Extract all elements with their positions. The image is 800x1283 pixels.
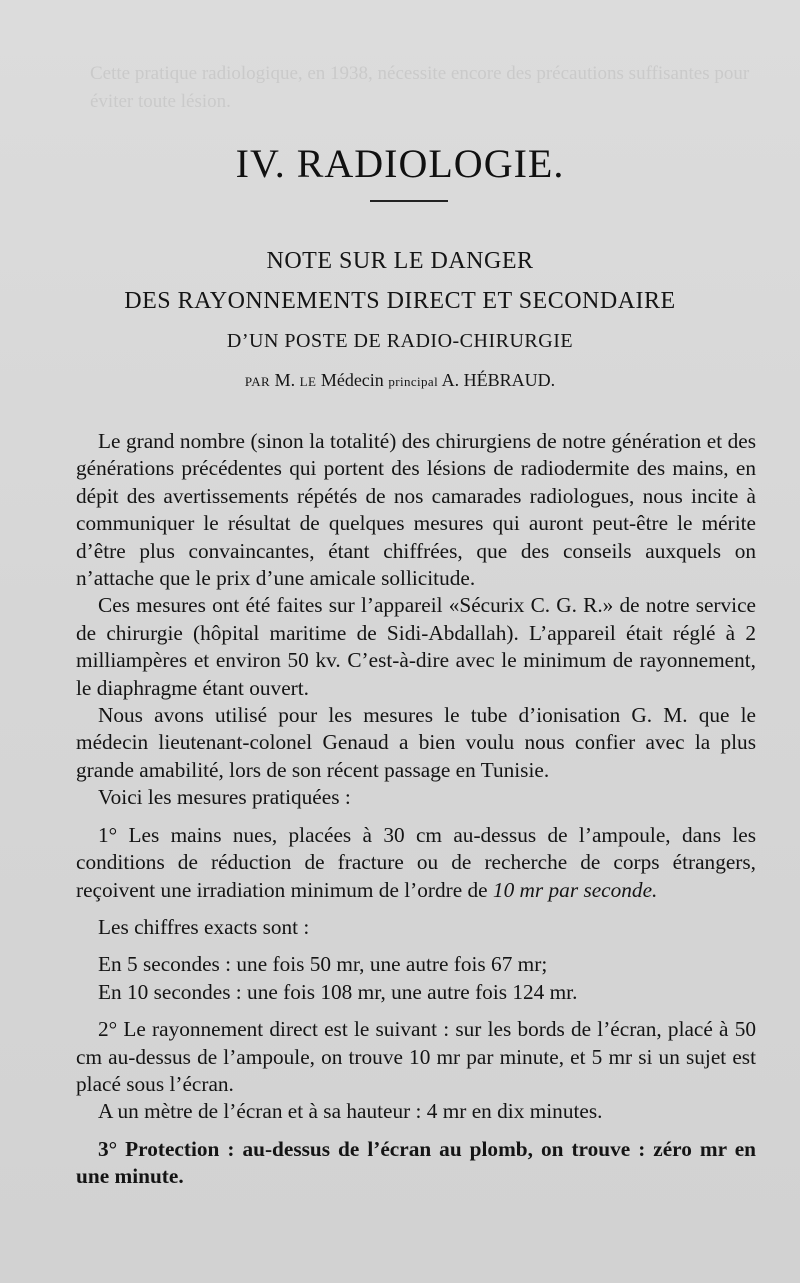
bleed-through-text: Cette pratique radiologique, en 1938, nécessite encore des précautions suffisantes pour éviter toute lésion. [90,63,750,112]
title-rule [370,200,448,202]
paragraph-one-meter: A un mètre de l’écran et à sa hauteur : 4 mr en dix minutes. [98,1099,603,1124]
article-title-line-2: DES RAYONNEMENTS DIRECT ET SECONDAIRE [124,288,676,314]
measure-1-text: 1° Les mains nues, placées à 30 cm au-dessus de l’ampoule, dans les conditions de réduction de fracture ou de recherche de corps étrangers, reçoivent une irradiation minimum de l’ordre de [76,822,756,902]
author-byline [0,370,800,391]
byline-author: A. HÉBRAUD. [441,370,556,390]
paragraph-tube: Nous avons utilisé pour les mesures le tube d’ionisation G. M. que le médecin lieutenant-colonel Genaud a bien voulu nous confier avec la plus grande amabilité, lors de son récent passage en Tunisie. [76,703,756,782]
paragraph-apparatus: Ces mesures ont été faites sur l’appareil «Sécurix C. G. R.» de notre service de chirurgie (hôpital maritime de Sidi-Abdallah). L’appareil était réglé à 2 milliampères et environ 50 kv. C’est-à-dire avec le minimum de rayonnement, le diaphragme étant ouvert. [76,593,756,700]
paragraph-figures-5s: En 5 secondes : une fois 50 mr, une autre fois 67 mr; [98,952,548,977]
paragraph-measure-3: 3° Protection : au-dessus de l’écran au plomb, on trouve : zéro mr en une minute. [76,1136,756,1189]
byline-le: LE [299,374,317,389]
paragraph-exact-figures: Les chiffres exacts sont : [98,914,310,939]
article-title-line-1: NOTE SUR LE DANGER [266,248,534,274]
measure-1-emphasis: 10 mr par seconde. [492,877,658,902]
byline-m: M. [274,370,296,390]
byline-par: PAR [244,374,271,389]
byline-medecin: Médecin [320,370,384,390]
article-title-line-3: D’UN POSTE DE RADIO-CHIRURGIE [226,330,574,352]
byline-principal: principal [388,374,439,389]
paragraph-measure-1 [76,822,756,904]
section-title: IV. RADIOLOGIE. [235,141,565,186]
paragraph-figures-10s: En 10 secondes : une fois 108 mr, une autre fois 124 mr. [98,979,578,1004]
paragraph-measure-2: 2° Le rayonnement direct est le suivant : sur les bords de l’écran, placé à 50 cm au-dessus de l’ampoule, on trouve 10 mr par minute, et 5 mr si un sujet est placé sous l’écran. [76,1017,756,1096]
paragraph-intro: Le grand nombre (sinon la totalité) des chirurgiens de notre génération et des générations précédentes qui portent des lésions de radiodermite des mains, en dépit des avertissements répétés de nos camarades radiologues, nous incite à communiquer le résultat de quelques mesures qui auront peut-être le mérite d’être plus convaincantes, étant chiffrées, que des conseils auxquels on n’attache que le prix d’une amicale sollicitude. [76,429,756,591]
article-body [76,428,756,1191]
paragraph-measures-intro: Voici les mesures pratiquées : [98,785,351,810]
